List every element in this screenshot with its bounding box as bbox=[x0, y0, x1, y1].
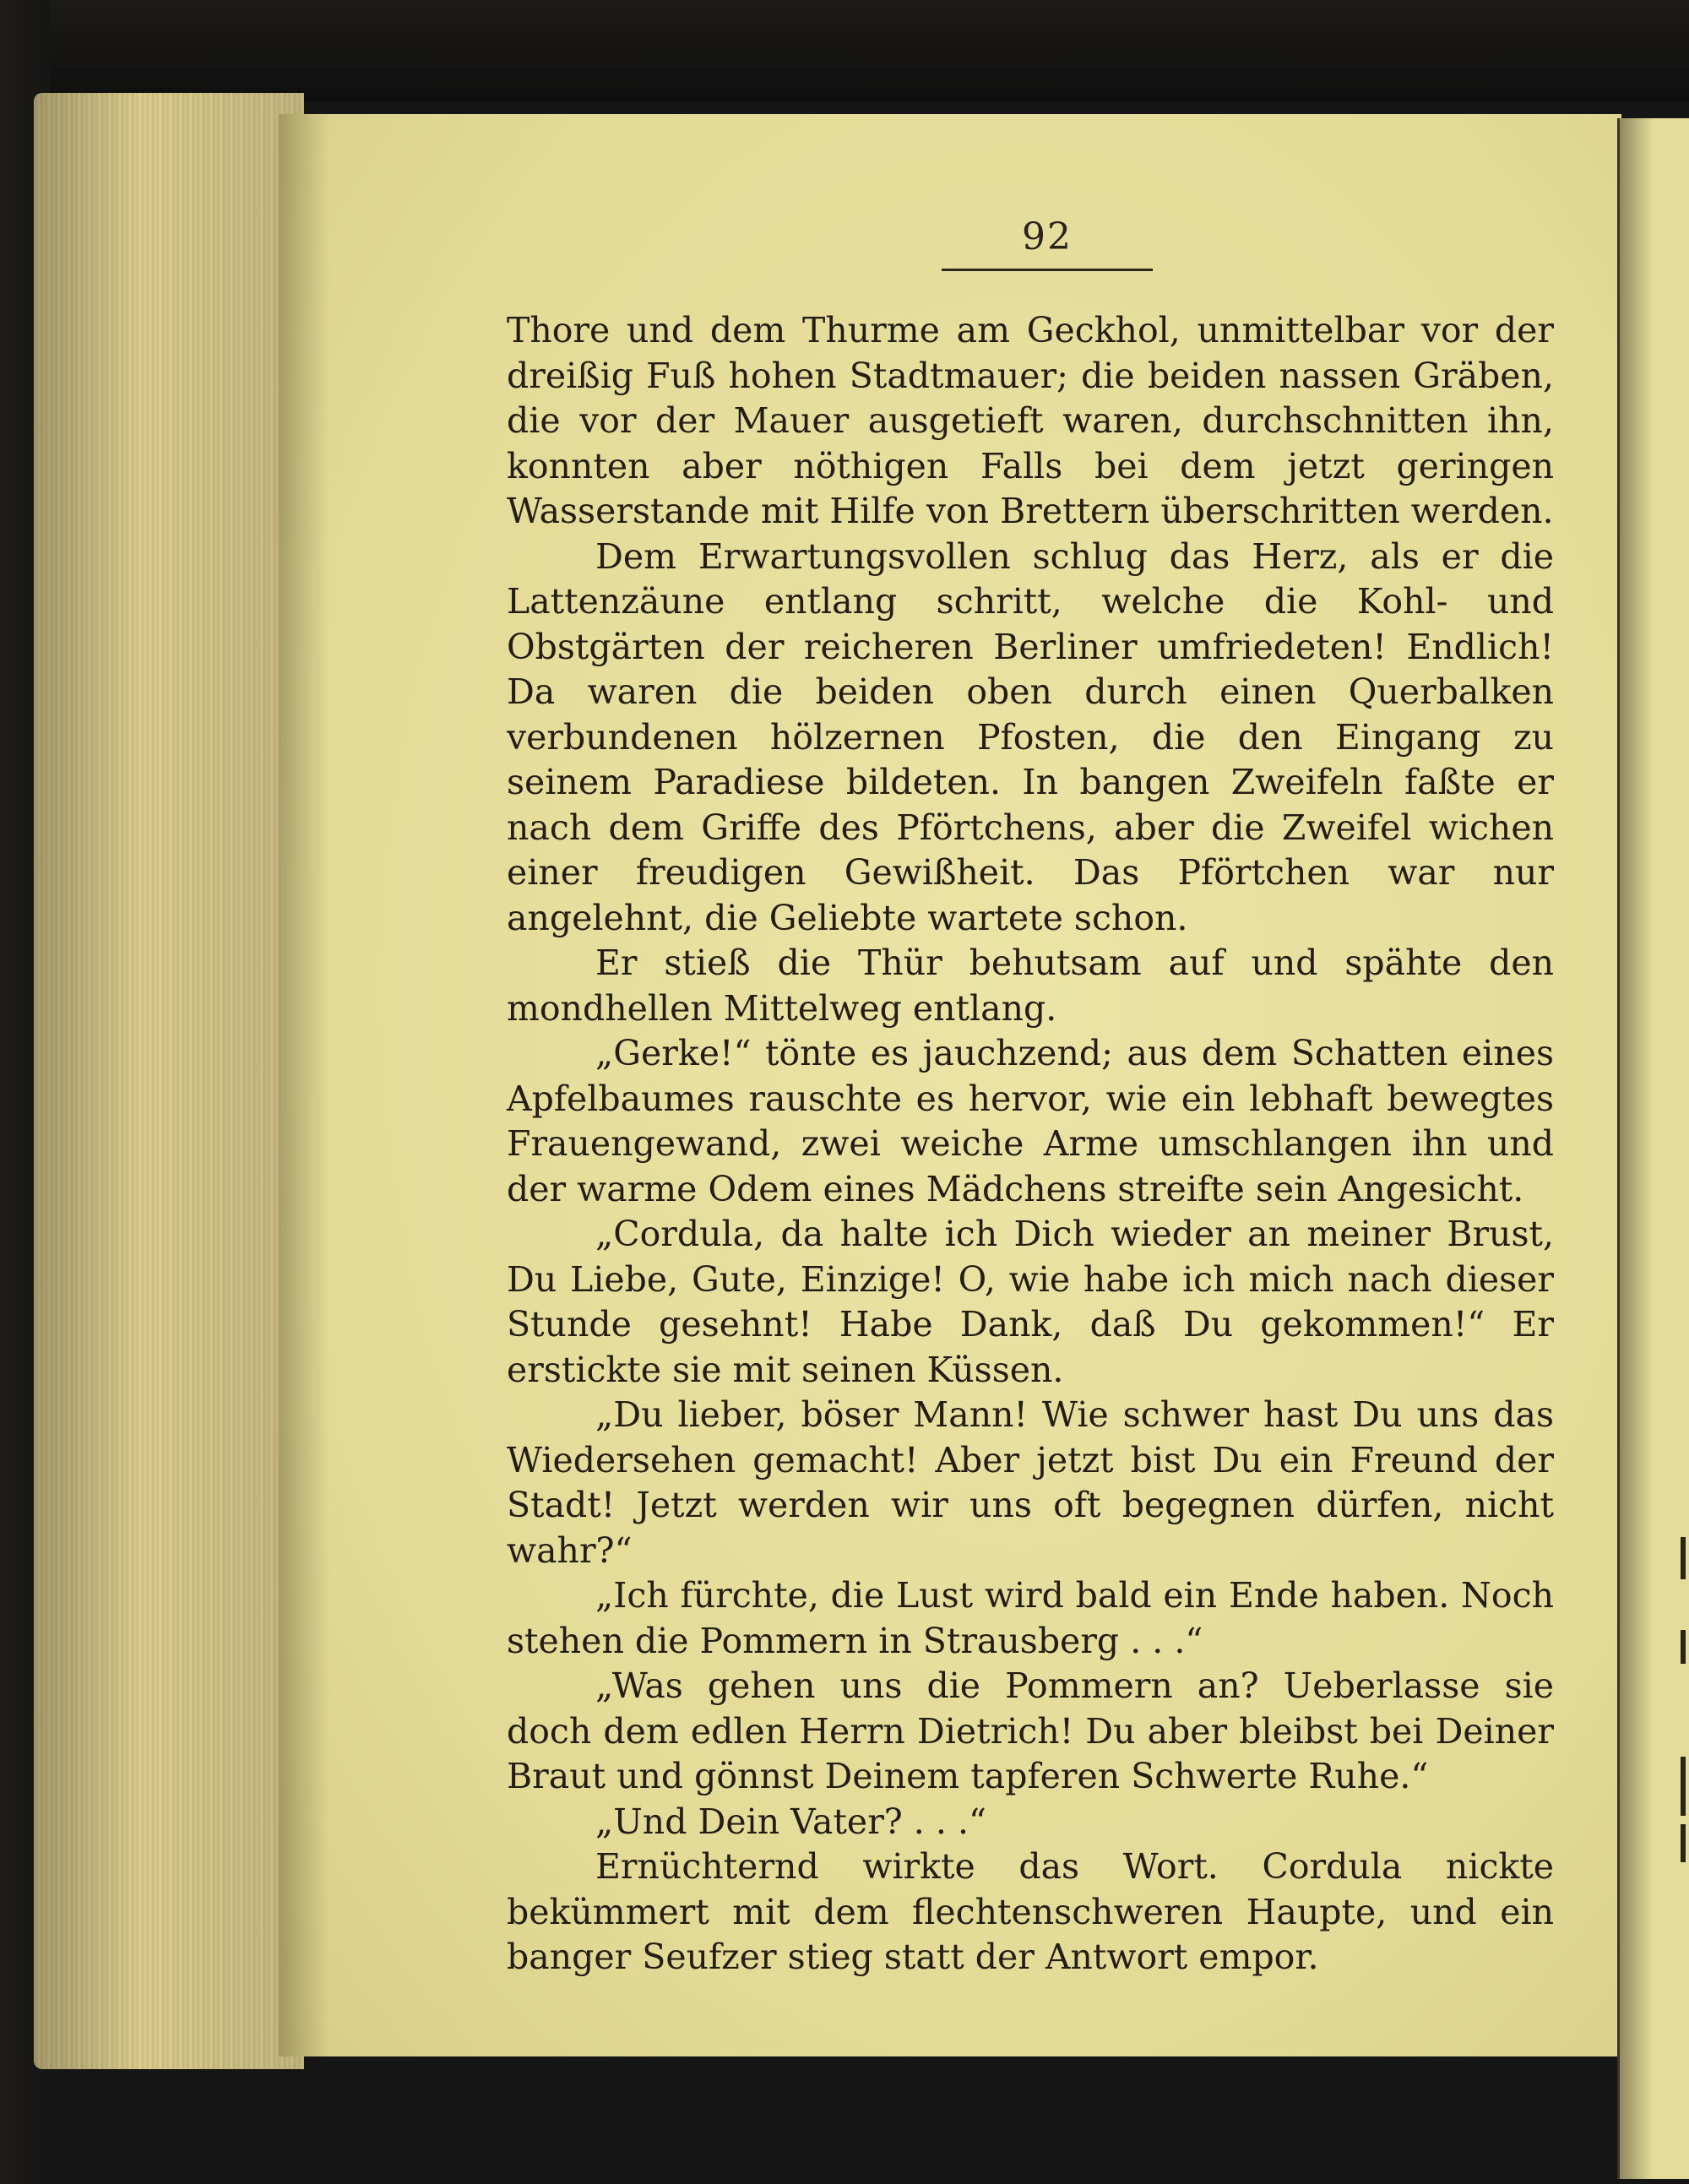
facing-page-text-fragment bbox=[1681, 1630, 1686, 1664]
gutter-shadow bbox=[279, 114, 329, 2056]
paragraph: Ernüchternd wirkte das Wort. Cordula nickte bekümmert mit dem flechtenschweren Haupte, und ein banger Seufzer stieg statt der Antwort empor. bbox=[507, 1846, 1554, 1977]
facing-page-text-fragment bbox=[1681, 1537, 1686, 1579]
paragraph: Thore und dem Thurme am Geckhol, unmittelbar vor der dreißig Fuß hohen Stadtmauer; die beiden nassen Gräben, die vor der Mauer ausgetieft waren, durchschnitten ihn, konnten aber nöthigen Falls bei dem jetzt geringen Wasserstande mit Hilfe von Brettern überschritten werden. bbox=[507, 310, 1554, 531]
paragraph: „Gerke!“ tönte es jauchzend; aus dem Schatten eines Apfelbaumes rauschte es hervor, wie ein lebhaft bewegtes Frauengewand, zwei weiche Arme umschlangen ihn und der warme Odem eines Mädchens streifte sein Angesicht. bbox=[507, 1033, 1554, 1209]
dark-backdrop bbox=[0, 0, 1689, 101]
paragraph: „Ich fürchte, die Lust wird bald ein Ende haben. Noch stehen die Pommern in Strausberg . . .“ bbox=[507, 1575, 1554, 1661]
paragraph: „Was gehen uns die Pommern an? Ueberlasse sie doch dem edlen Herrn Dietrich! Du aber bleibst bei Deiner Braut und gönnst Deinem tapferen Schwerte Ruhe.“ bbox=[507, 1665, 1554, 1796]
facing-page-shadow bbox=[1620, 118, 1654, 2179]
paragraph: „Und Dein Vater? . . .“ bbox=[595, 1801, 986, 1842]
paragraph: Dem Erwartungsvollen schlug das Herz, als er die Lattenzäune entlang schritt, welche die Kohl- und Obstgärten der reicheren Berliner umfriedeten! Endlich! Da waren die beiden oben durch einen Querbalken verbundenen hölzernen Pfosten, die den Eingang zu seinem Paradiese bildeten. In bangen Zweifeln faßte er nach dem Griffe des Pförtchens, aber die Zweifel wichen einer freudigen Gewißheit. Das Pförtchen war nur angelehnt, die Geliebte wartete schon. bbox=[507, 535, 1554, 938]
page-edges-shade bbox=[34, 93, 304, 2069]
page-number-rule bbox=[942, 269, 1153, 271]
page-number: 92 bbox=[1022, 215, 1073, 258]
paragraph: „Cordula, da halte ich Dich wieder an meiner Brust, Du Liebe, Gute, Einzige! O, wie habe ich mich nach dieser Stunde gesehnt! Habe Dank, daß Du gekommen!“ Er erstickte sie mit seinen Küssen. bbox=[507, 1214, 1554, 1390]
body-text bbox=[507, 308, 1554, 1980]
facing-page-text-fragment bbox=[1681, 1824, 1686, 1862]
facing-page-text-fragment bbox=[1681, 1757, 1686, 1816]
paragraph: Er stieß die Thür behutsam auf und spähte den mondhellen Mittelweg entlang. bbox=[507, 943, 1554, 1029]
paragraph: „Du lieber, böser Mann! Wie schwer hast Du uns das Wiedersehen gemacht! Aber jetzt bist Du ein Freund der Stadt! Jetzt werden wir uns oft begegnen dürfen, nicht wahr?“ bbox=[507, 1394, 1554, 1571]
